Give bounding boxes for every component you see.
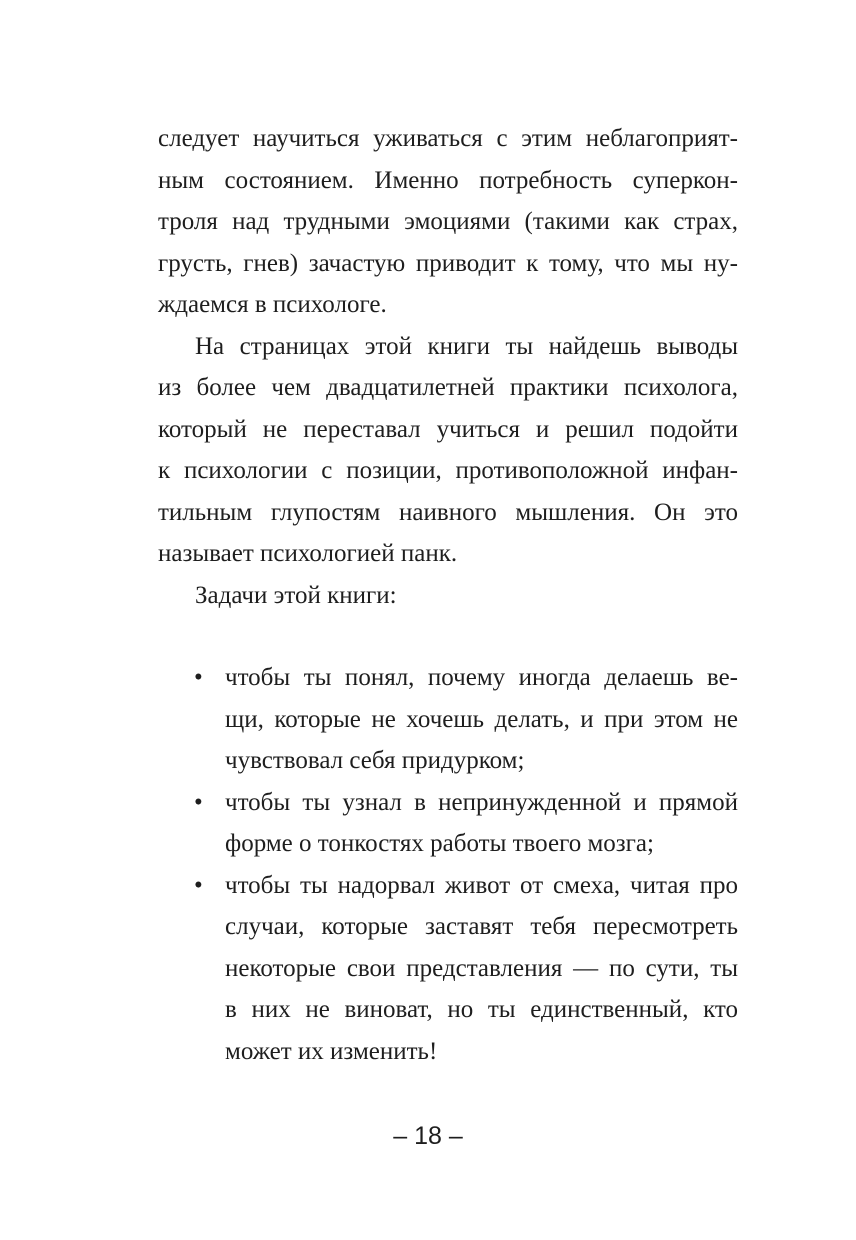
list-item xyxy=(158,657,738,782)
text-line: На страницах этой книги ты найдешь выводы xyxy=(195,332,738,360)
blank-line xyxy=(158,616,738,657)
text-line: тильным глупостям наивного мышления. Он это xyxy=(158,498,738,526)
paragraph-tasks-heading xyxy=(158,575,738,617)
list-item xyxy=(158,865,738,1073)
text-line: Задачи этой книги: xyxy=(195,581,397,609)
bullet-icon: • xyxy=(194,871,203,899)
text-line: форме о тонкостях работы твоего мозга; xyxy=(225,830,654,857)
text-line: чтобы ты надорвал живот от смеха, читая про xyxy=(225,871,738,899)
text-line: грусть, гнев) зачастую приводит к тому, что мы ну- xyxy=(158,249,738,277)
paragraph-continuation xyxy=(158,118,738,326)
list-item xyxy=(158,782,738,865)
text-line: чтобы ты понял, почему иногда делаешь ве- xyxy=(225,664,738,691)
text-line: ным состоянием. Именно потребность суперкон- xyxy=(158,166,738,194)
text-line: из более чем двадцатилетней практики психолога, xyxy=(158,374,738,401)
book-goals-list xyxy=(158,657,738,1072)
text-line: ждаемся в психологе. xyxy=(158,291,387,318)
bullet-icon: • xyxy=(194,788,203,816)
text-line: некоторые свои представления — по сути, ты xyxy=(225,954,738,982)
text-line: следует научиться уживаться с этим неблагоприят- xyxy=(158,125,738,152)
bullet-icon: • xyxy=(194,664,203,691)
text-line: к психологии с позиции, противоположной инфан- xyxy=(158,457,738,484)
text-line: чтобы ты узнал в непринужденной и прямой xyxy=(225,788,738,816)
text-line: может их изменить! xyxy=(225,1037,438,1065)
text-line: случаи, которые заставят тебя пересмотреть xyxy=(225,913,738,940)
page-body xyxy=(158,118,738,1072)
text-line: троля над трудными эмоциями (такими как страх, xyxy=(158,208,738,235)
text-line: в них не виноват, но ты единственный, кто xyxy=(225,996,738,1023)
page-number: – 18 – xyxy=(393,1122,463,1150)
text-line: чувствовал себя придурком; xyxy=(225,747,525,774)
text-line: который не переставал учиться и решил подойти xyxy=(158,415,738,443)
text-line: щи, которые не хочешь делать, и при этом не xyxy=(225,705,738,733)
text-line: называет психологией панк. xyxy=(158,540,458,567)
paragraph-book-intro xyxy=(158,326,738,575)
